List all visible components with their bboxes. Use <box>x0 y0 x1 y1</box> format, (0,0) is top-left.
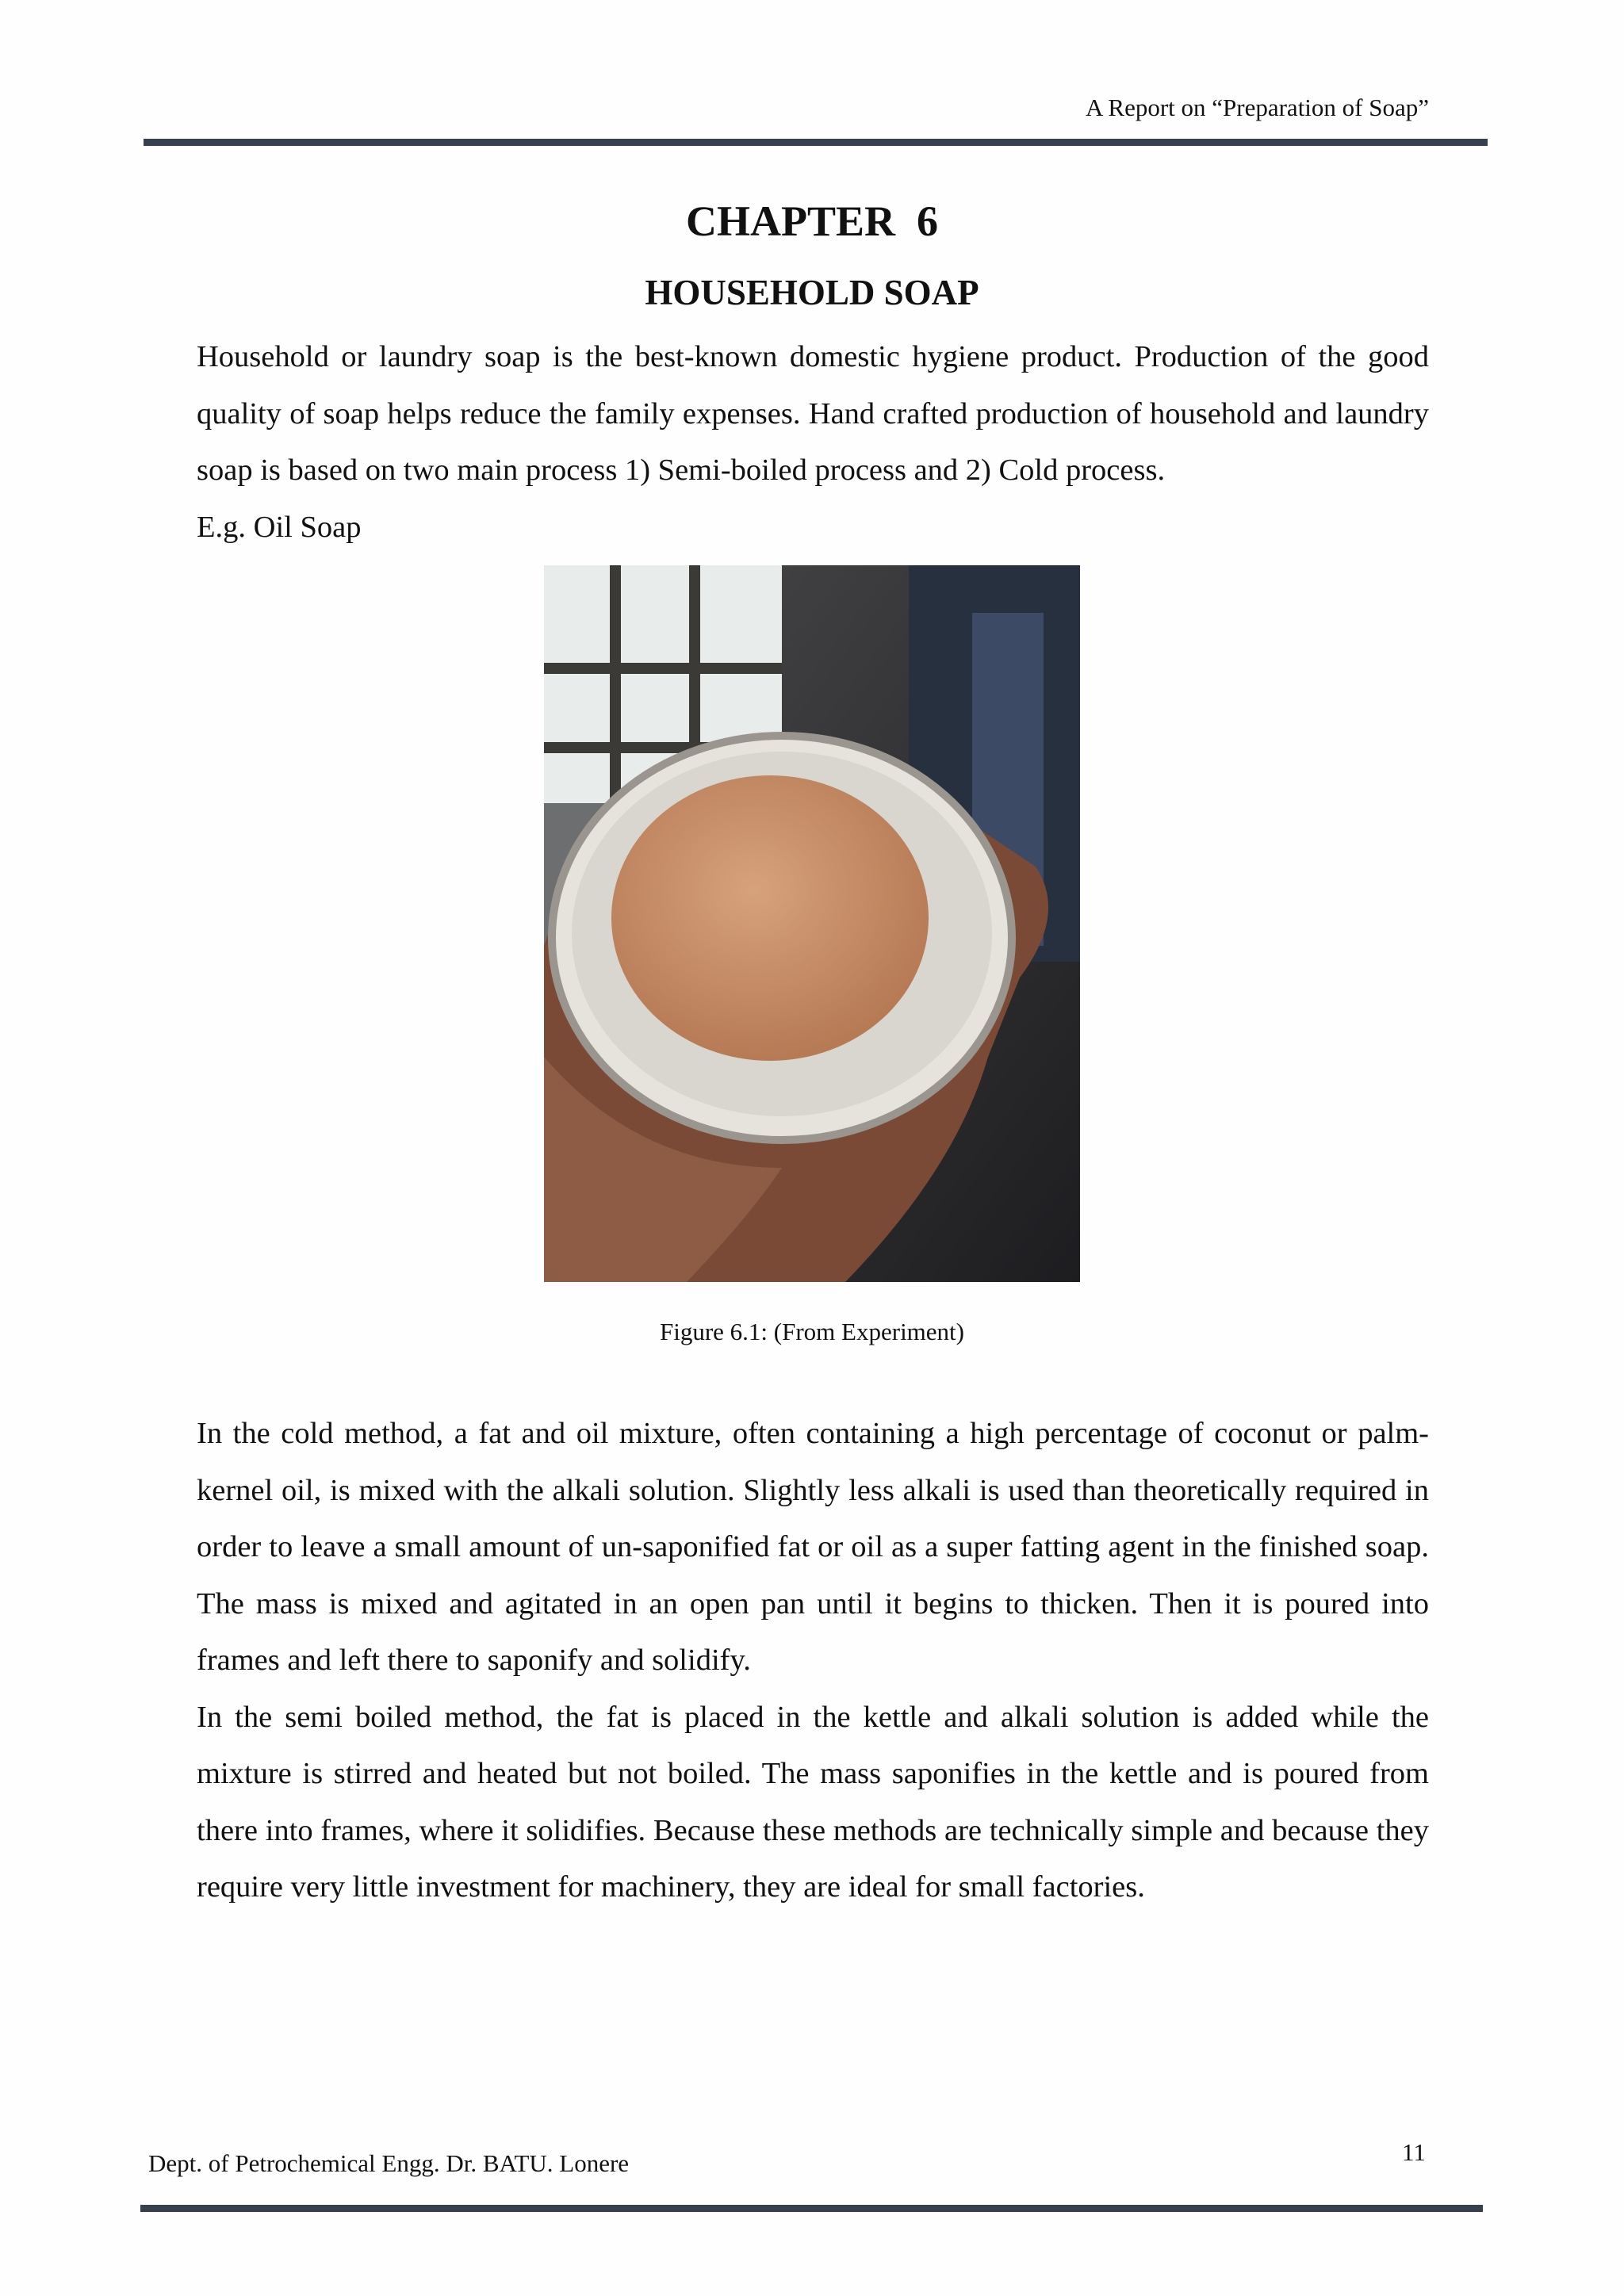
footer-rule <box>140 2205 1483 2212</box>
chapter-number: CHAPTER 6 <box>685 197 938 245</box>
intro-paragraph: Household or laundry soap is the best-known domestic hygiene product. Production of the good quality of soap helps reduce the family expenses. Hand crafted production of household and laundry soap is based on two main process 1) Semi-boiled process and 2) Cold process. <box>197 340 1429 487</box>
soap-photo <box>544 565 1080 1282</box>
semi-boiled-method-paragraph: In the semi boiled method, the fat is placed in the kettle and alkali solution is added while the mixture is stirred and heated but not boiled. The mass saponifies in the kettle and is poured from there into frames, where it solidifies. Because these methods are technically simple and because they require very little investment for machinery, they are ideal for small factories. <box>197 1700 1429 1904</box>
footer-department: Dept. of Petrochemical Engg. Dr. BATU. Lonere <box>148 2149 630 2177</box>
figure-caption: Figure 6.1: (From Experiment) <box>660 1318 964 1345</box>
methods-section <box>197 1406 1429 1916</box>
intro-section <box>197 329 1429 556</box>
chapter-title: HOUSEHOLD SOAP <box>645 273 979 312</box>
cold-method-paragraph: In the cold method, a fat and oil mixture, often containing a high percentage of coconut or palm-kernel oil, is mixed with the alkali solution. Slightly less alkali is used than theoretically required in order to leave a small amount of un-saponified fat or oil as a super fatting agent in the finished soap. The mass is mixed and agitated in an open pan until it begins to thicken. Then it is poured into frames and left there to saponify and solidify. <box>197 1417 1429 1677</box>
header-rule <box>144 139 1488 146</box>
soap-photo-illustration <box>544 565 1080 1282</box>
running-header: A Report on “Preparation of Soap” <box>1085 94 1429 121</box>
page-number: 11 <box>1402 2138 1426 2166</box>
example-line: E.g. Oil Soap <box>197 510 362 544</box>
